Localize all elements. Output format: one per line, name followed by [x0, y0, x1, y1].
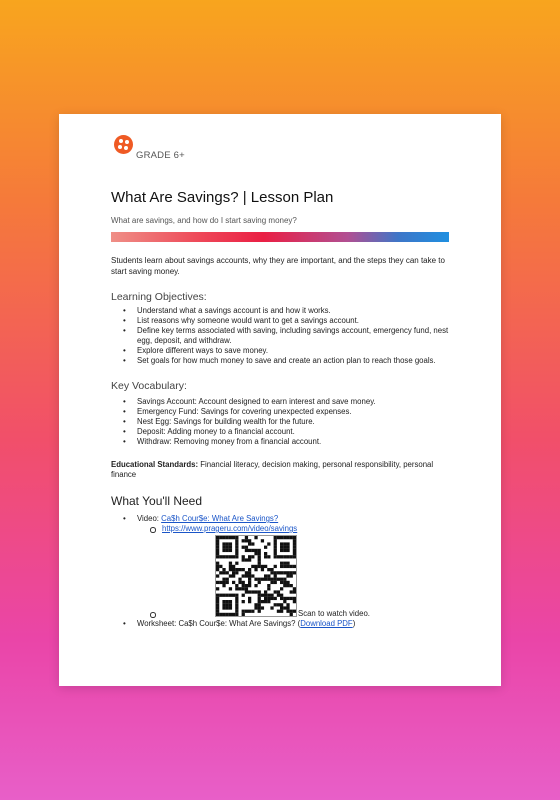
sub-bullet — [150, 527, 156, 533]
video-link[interactable]: Ca$h Cour$e: What Are Savings? — [161, 514, 279, 523]
scan-caption: Scan to watch video. — [298, 609, 370, 618]
educational-standards — [111, 460, 451, 480]
list-item: • Emergency Fund: Savings for covering unexpected expenses. — [111, 407, 451, 417]
qr-code-graphic — [216, 536, 296, 616]
list-item: • Set goals for how much money to save and create an action plan to reach those goals. — [111, 356, 451, 366]
bullet: • — [123, 619, 126, 628]
objectives-list — [111, 306, 451, 365]
page-subtitle: What are savings, and how do I start saving money? — [111, 216, 297, 225]
grade-label: GRADE 6+ — [136, 150, 185, 161]
standards-text: Financial literacy, decision making, personal responsibility, personal finance — [111, 460, 434, 479]
list-item: • Define key terms associated with saving, including savings account, emergency fund, nest egg, deposit, and withdraw. — [111, 326, 451, 346]
objectives-heading: Learning Objectives: — [111, 291, 207, 303]
list-item: • Nest Egg: Savings for building wealth for the future. — [111, 417, 451, 427]
qr-code — [215, 535, 297, 617]
list-item: • Understand what a savings account is and how it works. — [111, 306, 451, 316]
sub-bullet — [150, 612, 156, 618]
gradient-divider — [111, 232, 449, 242]
video-url-link[interactable]: https://www.prageru.com/video/savings — [162, 524, 298, 533]
vocabulary-list — [111, 397, 451, 447]
list-item: • Deposit: Adding money to a financial account. — [111, 427, 451, 437]
vocabulary-heading: Key Vocabulary: — [111, 380, 187, 392]
download-pdf-link[interactable]: Download PDF — [300, 619, 353, 628]
need-heading: What You'll Need — [111, 494, 203, 508]
video-url-item — [162, 524, 297, 534]
list-item: • Savings Account: Account designed to earn interest and save money. — [111, 397, 451, 407]
lesson-plan-page — [59, 114, 501, 686]
bullet: • — [123, 514, 126, 523]
logo-icon — [114, 135, 133, 154]
intro-text: Students learn about savings accounts, why they are important, and the steps they can take to start saving money. — [111, 256, 445, 276]
video-item: Video: Ca$h Cour$e: What Are Savings? — [137, 514, 279, 523]
list-item: • List reasons why someone would want to get a savings account. — [111, 316, 451, 326]
list-item: • Explore different ways to save money. — [111, 346, 451, 356]
page-title: What Are Savings? | Lesson Plan — [111, 189, 334, 206]
list-item: • Withdraw: Removing money from a financial account. — [111, 437, 451, 447]
worksheet-item: Worksheet: Ca$h Cour$e: What Are Savings? (Download PDF) — [137, 619, 356, 628]
standards-label: Educational Standards: — [111, 460, 199, 469]
